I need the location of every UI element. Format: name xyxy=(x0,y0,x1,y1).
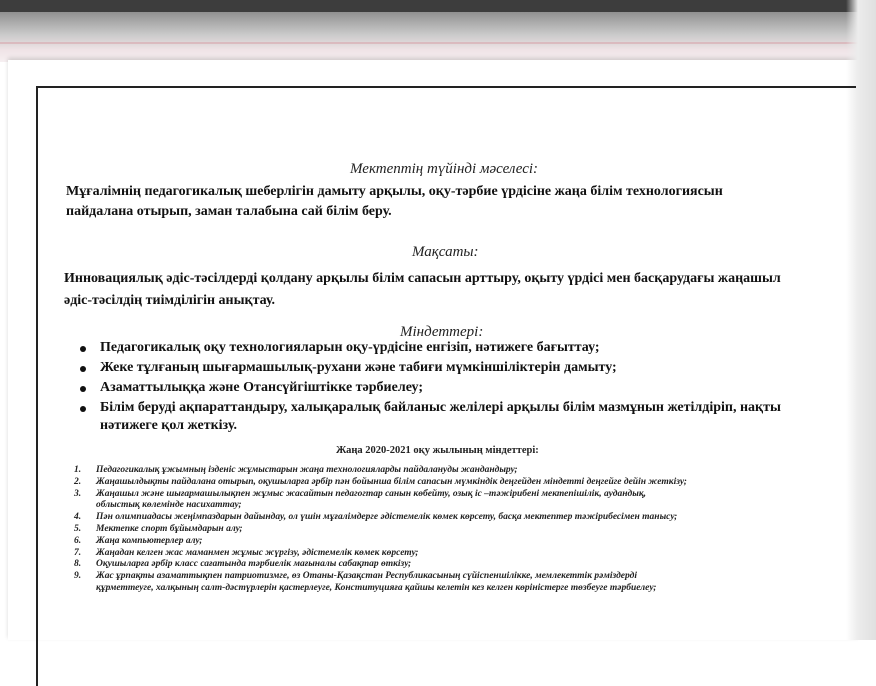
task-item: 1. Педагогикалық ұжымның ізденіс жұмыстарын жаңа технологияларды пайдалануды жандандыру; xyxy=(74,465,518,475)
task-item: 9. Жас ұрпақты азаматтықпен патриотизмге, өз Отаны-Қазақстан Республикасының сүйіспеншілікке, мемлекеттік рәміздерді xyxy=(74,571,637,582)
task-item: 6. Жаңа компьютерлер алу; xyxy=(74,535,203,546)
school-problem-line-1: Мұғалімнің педагогикалық шеберлігін дамыту арқылы, оқу-тәрбие үрдісіне жаңа білім технологиясын xyxy=(66,184,723,199)
task-item: 3. Жаңашыл және шығармашылықпен жұмыс жасайтын педагогтар санын көбейту, озық іс –тәжірибені мектепішілік, аудандық, xyxy=(74,488,647,499)
objective-item: Жеке тұлғаның шығармашылық-рухани және табиғи мүмкіншіліктерін дамыту; xyxy=(80,359,781,377)
bullet-icon xyxy=(80,386,86,392)
task-item: 8. Оқушыларға әрбір класс сағатында тәрбиелік мағыналы сабақтар өткізу; xyxy=(74,559,412,570)
task-item: 4. Пән олимпиадасы жеңімпаздарын дайындау, ол үшін мұғалімдерге әдістемелік көмек көрсету, басқа мектептер тәжірибесімен танысу; xyxy=(74,512,678,523)
task-item: 7. Жаңадан келген жас маманмен жұмыс жүргізу, әдістемелік көмек көрсету; xyxy=(74,547,419,558)
task-item: 5. Мектепке спорт бұйымдарын алу; xyxy=(74,523,243,534)
year-tasks-heading: Жаңа 2020-2021 оқу жылының міндеттері: xyxy=(336,445,539,456)
school-problem-line-2: пайдалана отырып, заман талабына сай білім беру. xyxy=(66,204,392,219)
task-item-continuation: құрметтеуге, халқының салт-дәстүрлерін қастерлеуге, Конституцияға қайшы келетін кез келген көріністерге төзбеуге тәрбиелеу; xyxy=(96,582,657,593)
task-item: 2. Жаңашылдықты пайдалана отырып, оқушыларға әрбір пән бойынша білім сапасын мүмкіндік деңгейден міндетті деңгейге дейін жеткізу; xyxy=(74,476,687,487)
bullet-icon xyxy=(80,366,86,372)
objective-item: Азаматтылыққа және Отансүйгіштікке тәрбиелеу; xyxy=(80,379,781,397)
bullet-icon xyxy=(80,346,86,352)
scan-artifact-line xyxy=(0,42,876,44)
school-problem-heading: Мектептің түйінді мәселесі: xyxy=(350,161,539,177)
objective-item: Білім беруді ақпараттандыру, халықаралық байланыс желілері арқылы білім мазмұнын жетілдіріп, нақты xyxy=(80,399,781,417)
year-tasks-list xyxy=(74,465,687,595)
objective-item: Педагогикалық оқу технологияларын оқу-үрдісіне енгізіп, нәтижеге бағыттау; xyxy=(80,339,781,357)
goal-heading: Мақсаты: xyxy=(412,244,479,260)
goal-line-2: әдіс-тәсілдің тиімділігін анықтау. xyxy=(64,293,276,308)
objective-item-continuation: нәтижеге қол жеткізу. xyxy=(100,418,237,433)
scan-top-edge xyxy=(0,0,876,12)
task-item-continuation: облыстық көлемінде насихаттау; xyxy=(96,500,242,511)
objectives-list xyxy=(80,339,781,435)
goal-line-1: Инновациялық әдіс-тәсілдерді қолдану арқылы білім сапасын арттыру, оқыту үрдісі мен басқарудағы жаңашыл xyxy=(64,271,781,286)
objectives-heading: Міндеттері: xyxy=(400,324,484,340)
bullet-icon xyxy=(80,406,86,412)
